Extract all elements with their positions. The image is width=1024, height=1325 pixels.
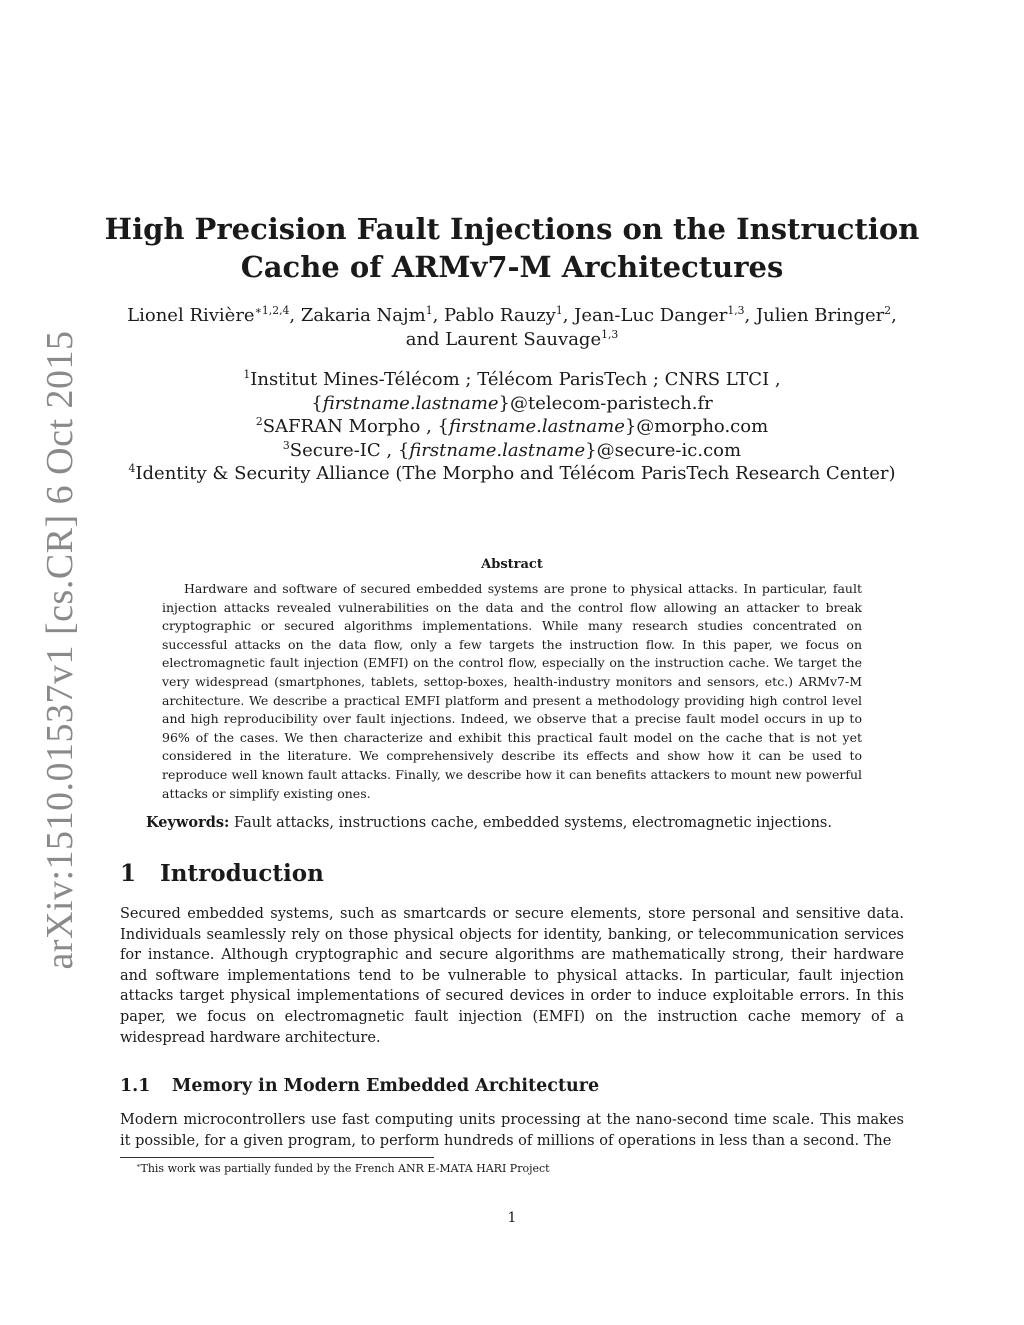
email-domain: }@telecom-paristech.fr [498, 392, 713, 414]
footnote [136, 1162, 550, 1176]
author-line-1: Lionel Rivière$^{∗1,2,4}$, Zakaria Najm$^1$, Pablo Rauzy$^1$, Jean-Luc Danger$^{1,3}$, Julien Bringer$^2$, [127, 304, 897, 326]
affil-text: Identity & Security Alliance (The Morpho and Télécom ParisTech Research Center) [135, 463, 896, 484]
author-name: and Laurent Sauvage [405, 329, 602, 350]
section-title: Introduction [160, 860, 324, 887]
affil-text: Secure-IC , { [289, 439, 410, 461]
email-placeholder: firstname.lastname [322, 392, 499, 414]
keywords-text: Fault attacks, instructions cache, embedded systems, electromagnetic injections. [229, 815, 832, 831]
author-affil-mark: 1 [425, 304, 433, 317]
footnote-rule [120, 1157, 434, 1158]
section-heading-introduction [120, 860, 324, 887]
abstract-text: Hardware and software of secured embedded systems are prone to physical attacks. In particular, fault injection attacks revealed vulnerabilities on the data and the control flow allowing an attacker to break cryptographic or secured algorithms implementations. While many research studies concentrated on successful attacks on the data flow, only a few targets the instruction flow. In this paper, we focus on electromagnetic fault injection (EMFI) on the control flow, especially on the instruction cache. We target the very widespread (smartphones, tablets, settop-boxes, health-industry monitors and sensors, etc.) ARMv7-M architecture. We describe a practical EMFI platform and present a methodology providing high control level and high reproducibility over fault injections. Indeed, we observe that a precise fault model occurs in up to 96% of the cases. We then characterize and exhibit this practical fault model on the cache that is not yet considered in the literature. We comprehensively describe its effects and show how it can be used to reproduce well known fault attacks. Finally, we describe how it can benefits attackers to mount new powerful attacks or simplify existing ones. [162, 581, 862, 801]
author-list [100, 304, 924, 352]
affil-text: SAFRAN Morpho , { [262, 416, 449, 437]
affil-mark: 1 [243, 368, 251, 381]
separator: , [432, 305, 445, 326]
affiliation-1-email [100, 392, 924, 416]
email-domain: }@secure-ic.com [585, 439, 742, 461]
author-affil-mark: 1,3 [727, 304, 745, 317]
author-name: Pablo Rauzy [444, 305, 556, 326]
author-affil-mark: 1,3 [601, 328, 619, 341]
affil-mark: 3 [282, 438, 290, 452]
footnote-text: This work was partially funded by the French ANR E-MATA HARI Project [140, 1162, 550, 1175]
affil-mark: 4 [128, 462, 136, 475]
affiliation-1 [100, 368, 924, 392]
affiliation-3 [100, 439, 924, 463]
page-number: 1 [507, 1210, 517, 1226]
abstract-heading: Abstract [481, 557, 543, 572]
subsection-paragraph: Modern microcontrollers use fast computing units processing at the nano-second time scale. This makes it possible, for a given program, to perform hundreds of millions of operations in less than a second. The [120, 1112, 904, 1149]
author-affil-mark: 2 [884, 304, 892, 317]
email-placeholder: firstname.lastname [409, 439, 586, 461]
affil-mark: 2 [255, 415, 263, 428]
author-affil-mark: ∗1,2,4 [254, 304, 290, 317]
subsection-heading [120, 1076, 599, 1096]
paper-title [100, 210, 924, 286]
separator: , [744, 305, 756, 326]
brace: { [311, 392, 323, 414]
affiliations [100, 368, 924, 486]
affiliation-2 [100, 415, 924, 439]
keywords [146, 814, 886, 832]
author-name: Zakaria Najm [300, 305, 426, 326]
author-line-2 [100, 328, 924, 352]
title-line-1: High Precision Fault Injections on the Instruction [104, 212, 920, 246]
arxiv-identifier: arXiv:1510.01537v1 [cs.CR] 6 Oct 2015 [39, 330, 81, 970]
keywords-label: Keywords: [146, 814, 230, 831]
affil-text: Institut Mines-Télécom ; Télécom ParisTech ; CNRS LTCI , [250, 369, 781, 390]
author-name: Julien Bringer [755, 305, 885, 326]
title-line-2: Cache of ARMv7-M Architectures [240, 250, 784, 284]
author-affil-mark: 1 [555, 304, 563, 317]
author-name: Lionel Rivière [127, 305, 255, 326]
introduction-paragraph: Secured embedded systems, such as smartcards or secure elements, store personal and sensitive data. Individuals seamlessly rely on those physical objects for identity, banking, or telecommunication services for instance. Although cryptographic and secure algorithms are mathematically strong, their hardware and software implementations tend to be vulnerable to physical attacks. In particular, fault injection attacks target physical implementations of secured devices in order to induce exploitable errors. In this paper, we focus on electromagnetic fault injection (EMFI) on the instruction cache memory of a widespread hardware architecture. [120, 906, 904, 1046]
subsection-number: 1.1 [120, 1076, 151, 1096]
email-domain: }@morpho.com [624, 416, 769, 437]
affiliation-4 [100, 462, 924, 486]
section-number: 1 [120, 860, 137, 887]
separator: , [289, 305, 301, 326]
email-placeholder: firstname.lastname [449, 416, 625, 437]
separator: , [562, 305, 575, 326]
author-name: Jean-Luc Danger [574, 305, 728, 326]
subsection-title: Memory in Modern Embedded Architecture [172, 1076, 600, 1096]
footnote-mark: ∗ [136, 1161, 141, 1170]
